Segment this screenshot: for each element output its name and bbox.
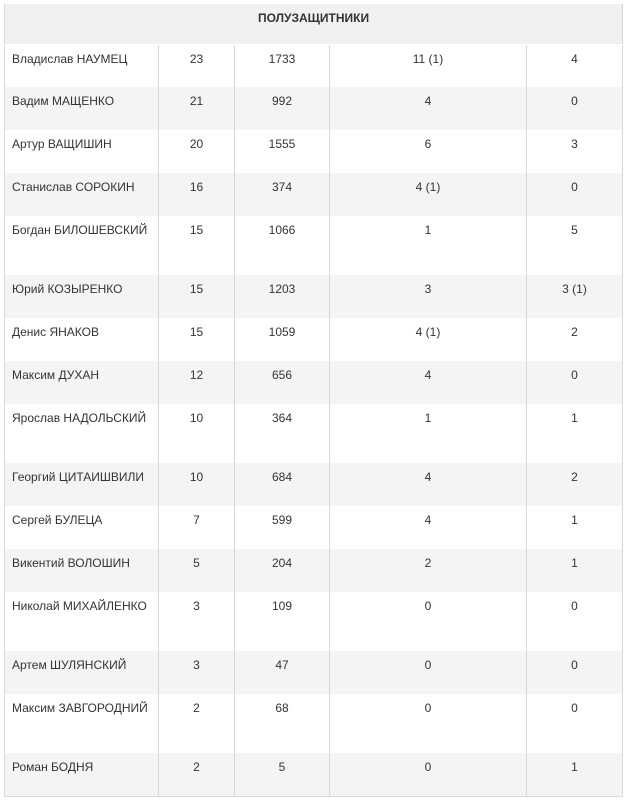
table-row (5, 87, 623, 130)
player-goals: 4 (1) (330, 318, 527, 361)
player-assists: 1 (527, 506, 623, 549)
table-row (5, 216, 623, 275)
player-games: 15 (159, 318, 235, 361)
player-assists: 3 (527, 130, 623, 173)
player-games: 3 (159, 651, 235, 694)
player-minutes: 1203 (235, 275, 330, 318)
player-goals: 0 (330, 694, 527, 753)
player-name: Артем ШУЛЯНСКИЙ (5, 651, 159, 694)
player-games: 2 (159, 694, 235, 753)
player-goals: 4 (1) (330, 173, 527, 216)
section-title: ПОЛУЗАЩИТНИКИ (5, 4, 623, 44)
player-games: 20 (159, 130, 235, 173)
player-goals: 2 (330, 549, 527, 592)
player-minutes: 204 (235, 549, 330, 592)
player-goals: 0 (330, 592, 527, 651)
player-goals: 1 (330, 216, 527, 275)
table-row (5, 44, 623, 87)
player-assists: 5 (527, 216, 623, 275)
player-assists: 0 (527, 173, 623, 216)
player-games: 15 (159, 275, 235, 318)
player-name: Сергей БУЛЕЦА (5, 506, 159, 549)
player-assists: 2 (527, 463, 623, 506)
player-goals: 0 (330, 651, 527, 694)
table-row (5, 275, 623, 318)
player-minutes: 5 (235, 753, 330, 796)
player-assists: 1 (527, 404, 623, 463)
table-row (5, 753, 623, 796)
player-assists: 0 (527, 694, 623, 753)
player-name: Богдан БИЛОШЕВСКИЙ (5, 216, 159, 275)
player-games: 3 (159, 592, 235, 651)
table-row (5, 361, 623, 404)
player-games: 23 (159, 44, 235, 87)
player-games: 12 (159, 361, 235, 404)
player-assists: 4 (527, 44, 623, 87)
player-minutes: 1555 (235, 130, 330, 173)
player-name: Георгий ЦИТАИШВИЛИ (5, 463, 159, 506)
player-goals: 3 (330, 275, 527, 318)
player-goals: 1 (330, 404, 527, 463)
player-minutes: 992 (235, 87, 330, 130)
player-minutes: 1059 (235, 318, 330, 361)
table-row (5, 404, 623, 463)
player-assists: 1 (527, 753, 623, 796)
player-name: Максим ДУХАН (5, 361, 159, 404)
player-goals: 11 (1) (330, 44, 527, 87)
player-name: Вадим МАЩЕНКО (5, 87, 159, 130)
player-name: Денис ЯНАКОВ (5, 318, 159, 361)
table-row (5, 651, 623, 694)
player-name: Ярослав НАДОЛЬСКИЙ (5, 404, 159, 463)
player-name: Викентий ВОЛОШИН (5, 549, 159, 592)
player-goals: 4 (330, 361, 527, 404)
player-assists: 0 (527, 361, 623, 404)
player-name: Максим ЗАВГОРОДНИЙ (5, 694, 159, 753)
player-games: 16 (159, 173, 235, 216)
player-assists: 2 (527, 318, 623, 361)
player-minutes: 109 (235, 592, 330, 651)
table-row (5, 318, 623, 361)
section-header-row (5, 4, 623, 44)
player-minutes: 1066 (235, 216, 330, 275)
player-goals: 6 (330, 130, 527, 173)
table-row (5, 549, 623, 592)
player-name: Юрий КОЗЫРЕНКО (5, 275, 159, 318)
player-games: 15 (159, 216, 235, 275)
player-minutes: 68 (235, 694, 330, 753)
player-assists: 0 (527, 87, 623, 130)
table-row (5, 592, 623, 651)
player-games: 5 (159, 549, 235, 592)
table-row (5, 506, 623, 549)
player-minutes: 599 (235, 506, 330, 549)
player-goals: 4 (330, 506, 527, 549)
player-name: Владислав НАУМЕЦ (5, 44, 159, 87)
player-minutes: 364 (235, 404, 330, 463)
player-games: 2 (159, 753, 235, 796)
player-name: Николай МИХАЙЛЕНКО (5, 592, 159, 651)
player-games: 21 (159, 87, 235, 130)
player-assists: 0 (527, 651, 623, 694)
table-row (5, 173, 623, 216)
player-minutes: 47 (235, 651, 330, 694)
player-assists: 0 (527, 592, 623, 651)
table-row (5, 130, 623, 173)
player-minutes: 684 (235, 463, 330, 506)
player-assists: 1 (527, 549, 623, 592)
player-minutes: 1733 (235, 44, 330, 87)
table-row (5, 463, 623, 506)
player-name: Роман БОДНЯ (5, 753, 159, 796)
player-minutes: 374 (235, 173, 330, 216)
player-goals: 4 (330, 87, 527, 130)
midfielders-stats-table (4, 4, 623, 797)
player-games: 10 (159, 404, 235, 463)
player-games: 10 (159, 463, 235, 506)
player-name: Станислав СОРОКИН (5, 173, 159, 216)
player-minutes: 656 (235, 361, 330, 404)
table-row (5, 694, 623, 753)
player-games: 7 (159, 506, 235, 549)
player-goals: 4 (330, 463, 527, 506)
player-goals: 0 (330, 753, 527, 796)
player-name: Артур ВАЩИШИН (5, 130, 159, 173)
player-assists: 3 (1) (527, 275, 623, 318)
